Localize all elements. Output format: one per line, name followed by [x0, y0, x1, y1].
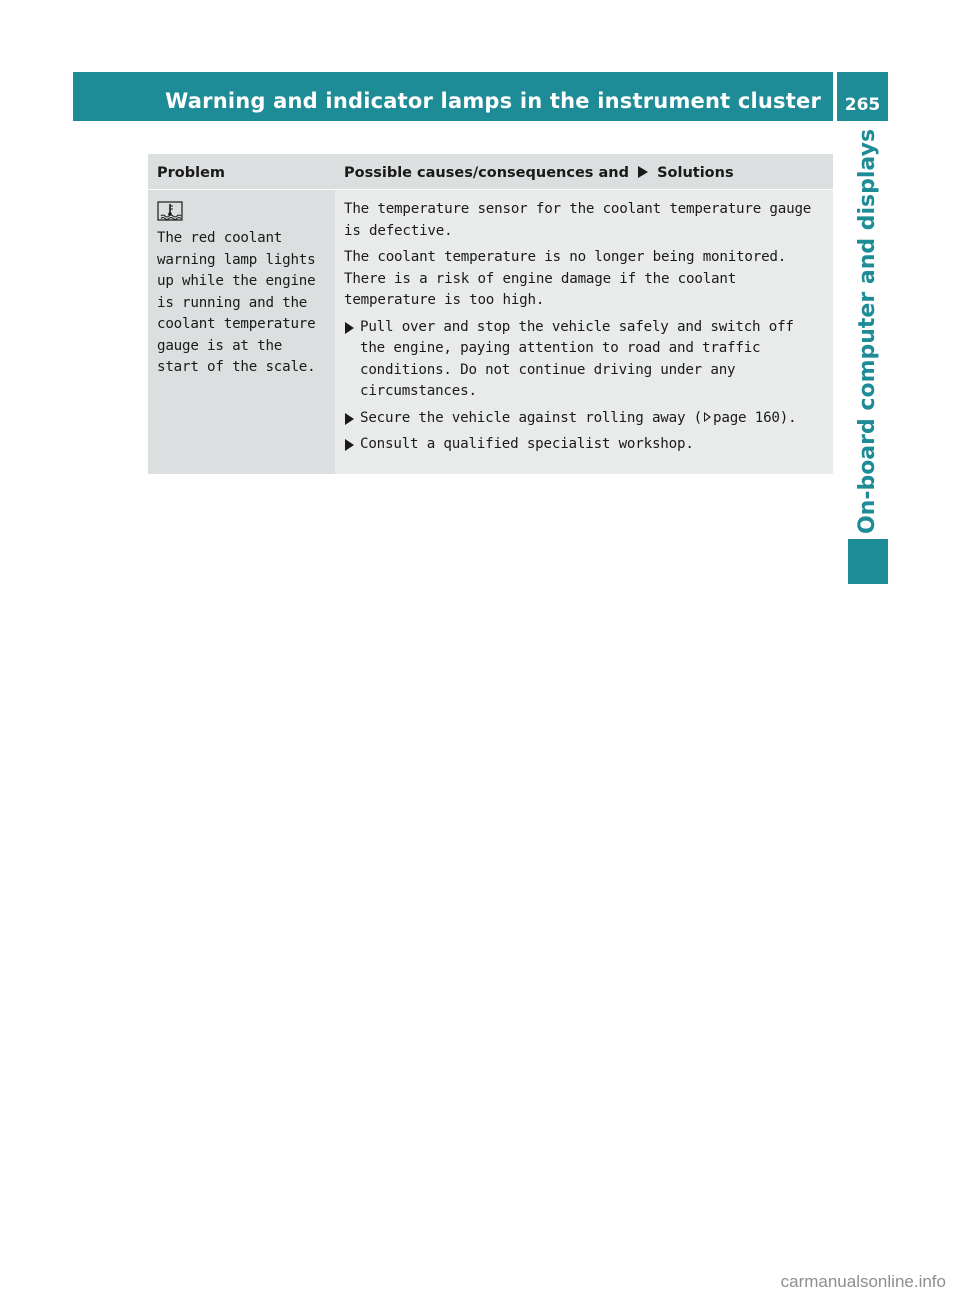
solution-step-2 — [344, 408, 827, 430]
cause-text-2: The coolant temperature is no longer being monitored. There is a risk of engine damage if the coolant temperature is too high. — [344, 249, 787, 308]
step-arrow-icon — [345, 413, 354, 425]
solution-step-3 — [344, 434, 827, 456]
step-arrow-icon — [345, 439, 354, 451]
column-header-problem: Problem — [148, 154, 335, 190]
coolant-temperature-icon — [157, 201, 183, 221]
table-header-row — [148, 154, 833, 190]
solution-step-2-pre: Secure the vehicle against rolling away ( — [360, 409, 703, 426]
page-number-box — [837, 72, 888, 121]
problem-cell — [148, 190, 335, 474]
problem-description: The red coolant warning lamp lights up while the engine is running and the coolant temperature gauge is at the start of the scale. — [157, 230, 316, 375]
watermark: carmanualsonline.info — [780, 1272, 946, 1291]
page-reference-icon — [704, 412, 711, 422]
solution-step-1-text: Pull over and stop the vehicle safely and switch off the engine, paying attention to road and traffic conditions. Do not continue driving under any circumstances. — [360, 318, 794, 399]
cause-text-1: The temperature sensor for the coolant temperature gauge is defective. — [344, 201, 812, 239]
side-tab-label: On-board computer and displays — [855, 128, 881, 534]
column-header-solutions-post: Solutions — [657, 164, 734, 181]
side-tab — [848, 126, 888, 536]
page-number: 265 — [844, 95, 881, 115]
step-arrow-icon — [345, 322, 354, 334]
solution-cell — [335, 190, 833, 474]
header-bar — [73, 72, 833, 121]
column-header-solutions-pre: Possible causes/consequences and — [344, 164, 629, 181]
page-title: Warning and indicator lamps in the instrument cluster — [165, 89, 821, 113]
arrow-right-icon — [638, 166, 648, 178]
problems-table — [148, 154, 833, 474]
solution-step-3-text: Consult a qualified specialist workshop. — [360, 436, 694, 452]
column-header-solutions — [335, 154, 833, 190]
solution-step-1 — [344, 317, 827, 403]
page-reference-link[interactable]: page 160 — [713, 409, 780, 426]
table-row — [148, 190, 833, 474]
side-tab-marker — [848, 539, 888, 584]
solution-step-2-post: ). — [779, 409, 797, 426]
